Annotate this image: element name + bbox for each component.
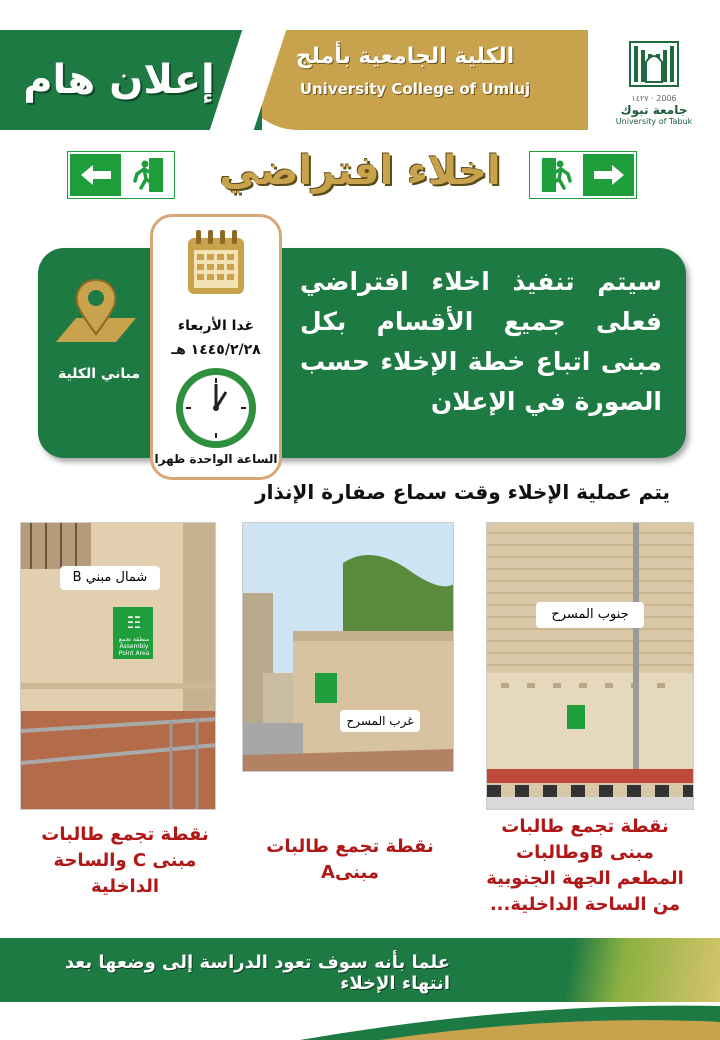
university-logo — [598, 28, 710, 128]
arrow-left-icon — [70, 154, 121, 196]
drill-message: سيتم تنفيذ اخلاء افتراضي فعلى جميع الأقسام بكل مبنى اتباع خطة الإخلاء حسب الصورة في الإعلان — [300, 267, 662, 416]
photo-south-theater — [486, 522, 694, 810]
running-man-icon — [532, 154, 583, 196]
photo-tag: شمال مبني B — [60, 566, 160, 590]
location-pin-icon — [50, 272, 142, 362]
announcement-title: إعلان هام — [23, 57, 215, 103]
logo-name-english: University of Tabuk — [615, 117, 693, 126]
clock-icon — [174, 366, 258, 450]
exit-sign-left — [68, 152, 174, 198]
photo-tag: غرب المسرح — [340, 710, 420, 732]
college-name-arabic: الكلية الجامعية بأملج — [295, 44, 515, 69]
photo-tag: جنوب المسرح — [536, 602, 644, 628]
assembly-point-sign: ☷ منطقة تجمع Assembly Point Area — [114, 610, 154, 660]
college-buildings-label: مباني الكلية — [57, 366, 141, 382]
logo-year: ١٤٢٧ · 2006 — [631, 94, 677, 103]
drill-title: اخلاء افتراضي — [219, 148, 501, 194]
exit-sign-right — [530, 152, 636, 198]
photo-west-theater — [242, 522, 454, 772]
footer-swoosh — [0, 1002, 720, 1040]
footer-gradient — [470, 938, 720, 1002]
arrow-right-icon — [583, 154, 634, 196]
time-label: الساعة الواحدة ظهرا — [154, 452, 278, 466]
caption-building-a: نقطة تجمع طالبات مبنىA — [266, 836, 434, 883]
date-value: ١٤٤٥/٢/٢٨ هـ — [171, 342, 261, 358]
logo-name-arabic: جامعة تبوك — [620, 103, 688, 117]
assembly-people-icon: ☷ — [126, 613, 142, 632]
siren-note: يتم عملية الإخلاء وقت سماع صفارة الإنذار — [255, 480, 670, 504]
caption-building-b: نقطة تجمع طالبات مبنى Bوطالبات المطعم الجهة الجنوبية من الساحة الداخلية... — [486, 816, 684, 915]
caption-building-c: نقطة تجمع طالبات مبنى C والساحة الداخلية — [41, 824, 209, 897]
university-emblem-icon — [624, 28, 684, 90]
college-name-english: University College of Umluj — [299, 80, 531, 98]
footer-note: علما بأنه سوف تعود الدراسة إلى وضعها بعد انتهاء الإخلاء — [64, 952, 450, 994]
calendar-icon — [186, 228, 246, 296]
date-day-label: غدا الأربعاء — [177, 318, 255, 334]
running-man-icon — [121, 154, 172, 196]
